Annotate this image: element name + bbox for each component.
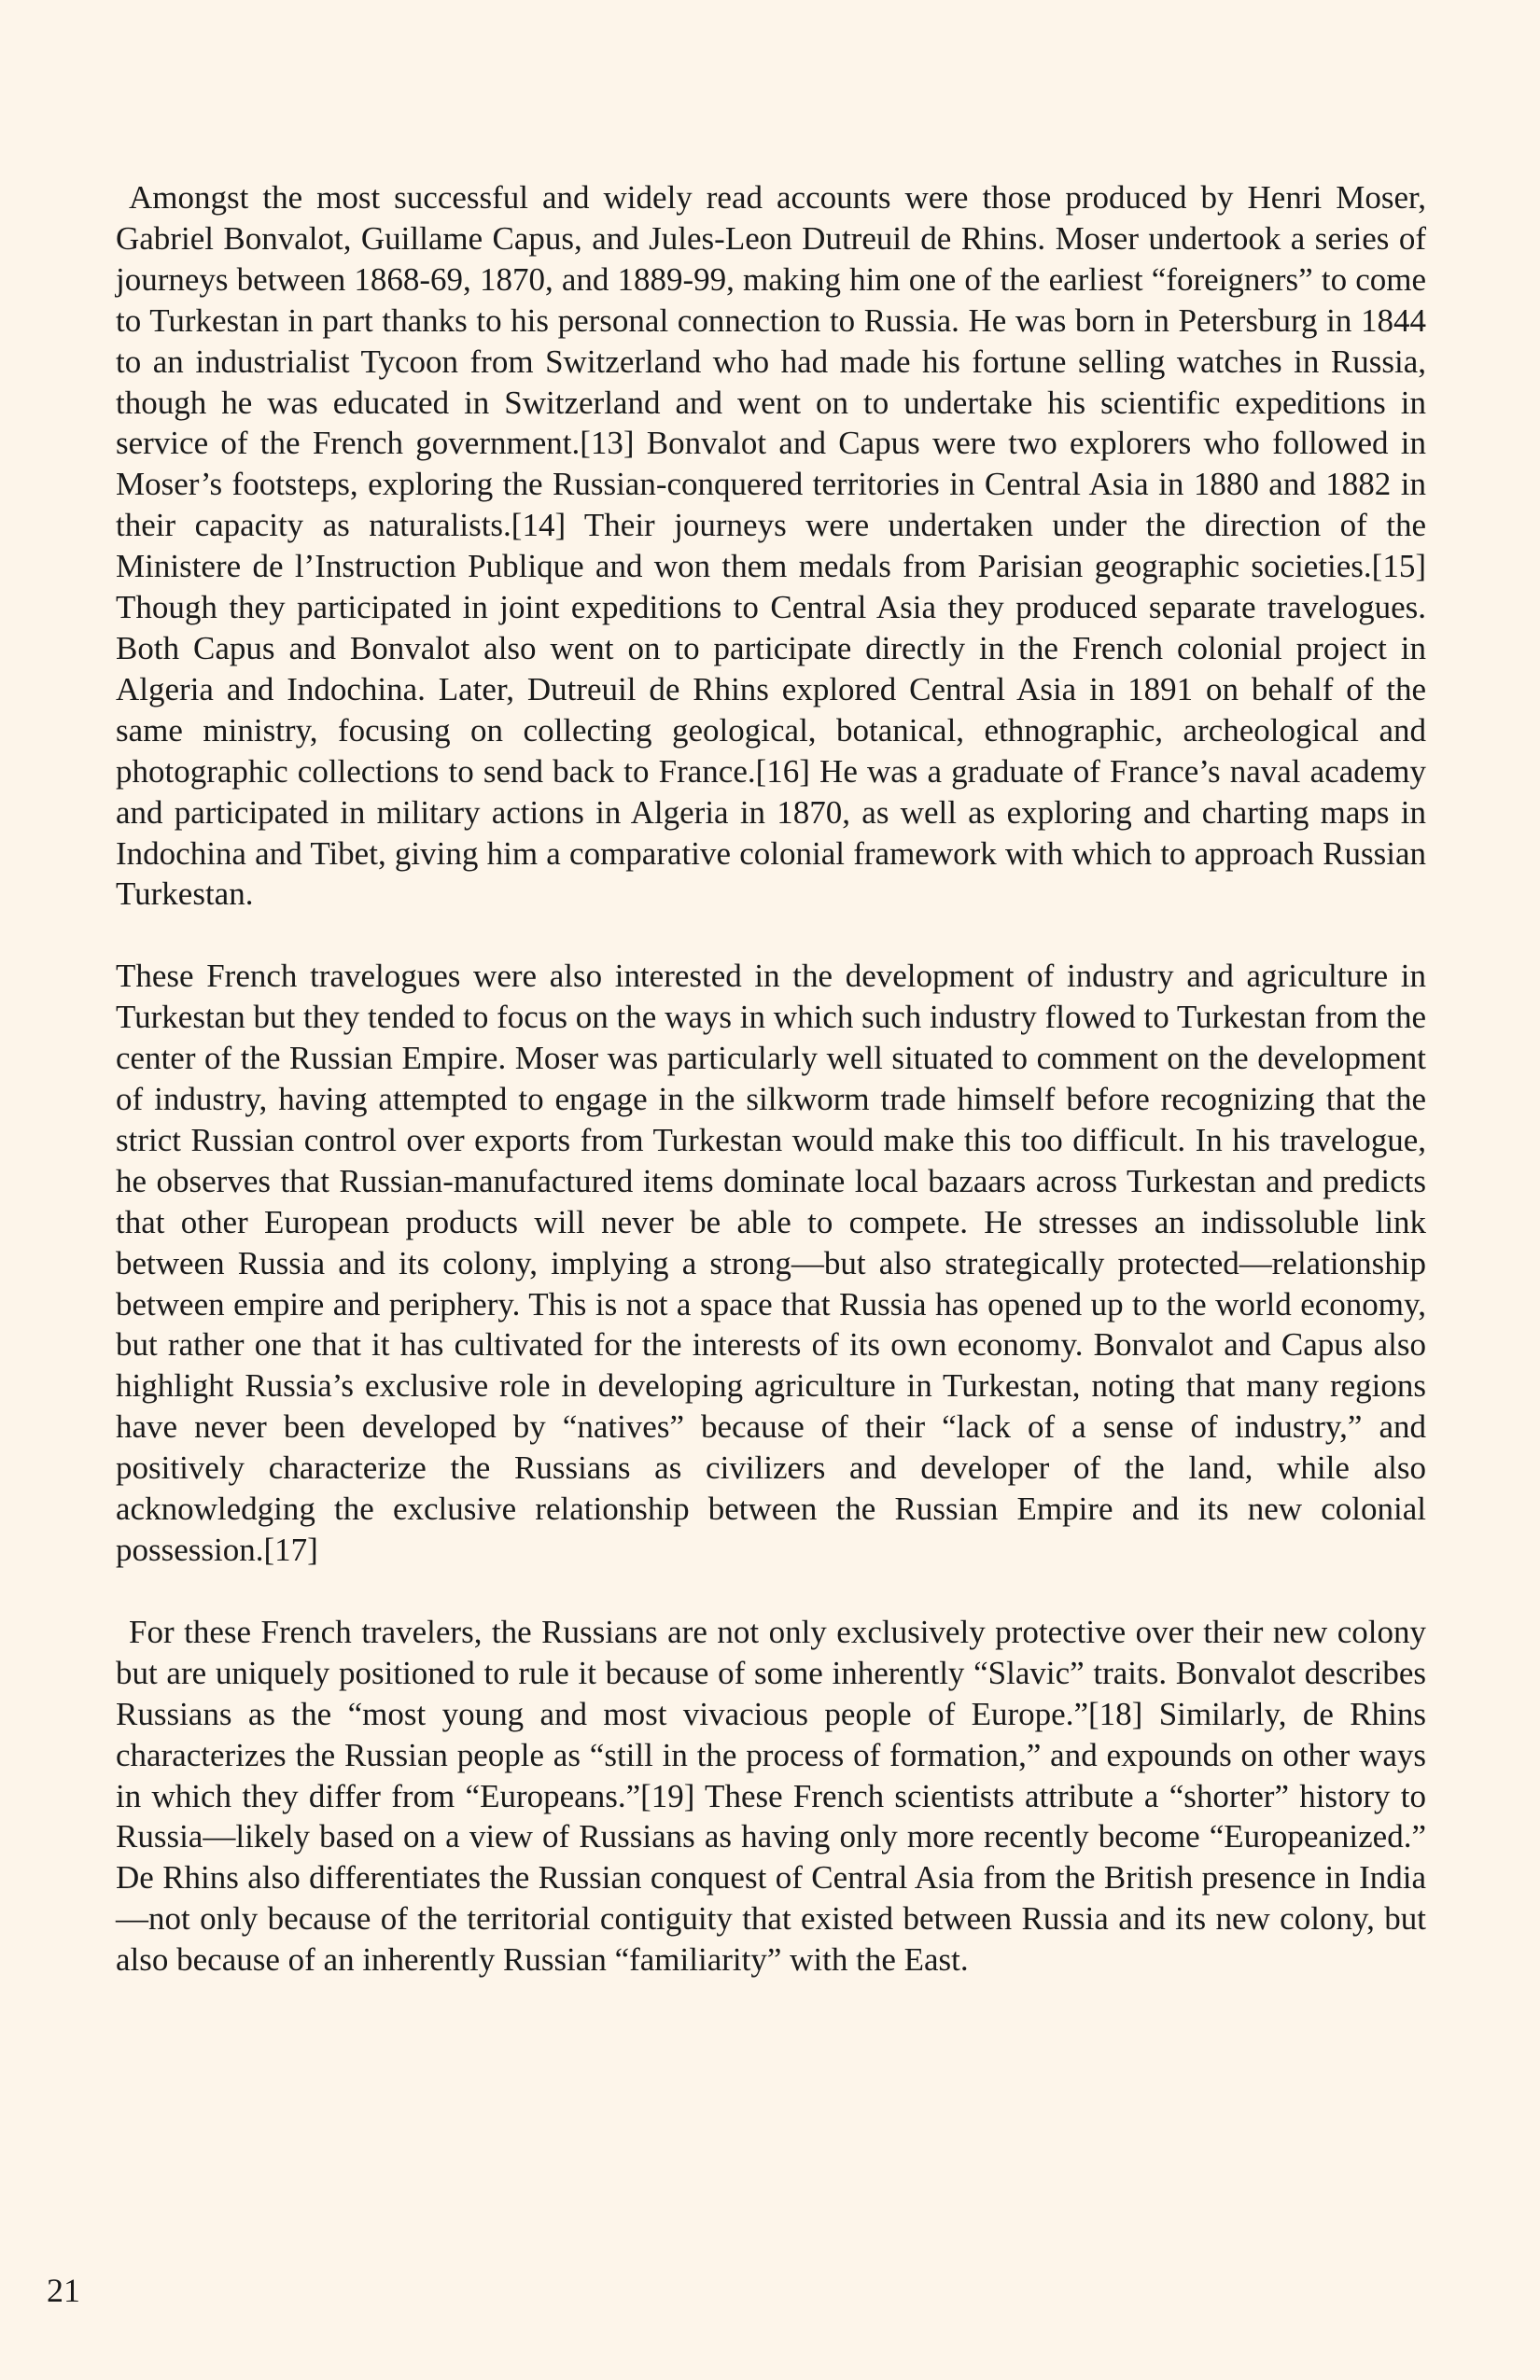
- paragraph-3: For these French travelers, the Russians are not only exclusively protective over their new colony but are uniquely positioned to rule it because of some inherently “Slavic” traits. Bonvalot describes Russians as the “most young and most vivacious people of Europe.”[18] Similarly, de Rhins characterizes the Russian people as “still in the process of formation,” and expounds on other ways in which they differ from “Europeans.”[19] These French scientists attribute a “shorter” history to Russia—likely based on a view of Russians as having only more recently become “Europeanized.” De Rhins also differentiates the Russian conquest of Central Asia from the British presence in India—not only because of the territorial contiguity that existed between Russia and its new colony, but also because of an inherently Russian “familiarity” with the East.: [116, 1613, 1426, 1979]
- paragraph-2: These French travelogues were also interested in the development of industry and agriculture in Turkestan but they tended to focus on the ways in which such industry flowed to Turkestan from the center of the Russian Empire. Moser was particularly well situated to comment on the development of industry, having attempted to engage in the silkworm trade himself before recognizing that the strict Russian control over exports from Turkestan would make this too difficult. In his travelogue, he observes that Russian-manufactured items dominate local bazaars across Turkestan and predicts that other European products will never be able to compete. He stresses an indissoluble link between Russia and its colony, implying a strong—but also strategically protected—relationship between empire and periphery. This is not a space that Russia has opened up to the world economy, but rather one that it has cultivated for the interests of its own economy. Bonvalot and Capus also highlight Russia’s exclusive role in developing agriculture in Turkestan, noting that many regions have never been developed by “natives” because of their “lack of a sense of industry,” and positively characterize the Russians as civilizers and developer of the land, while also acknowledging the exclusive relationship between the Russian Empire and its new colonial possession.[17]: [116, 958, 1426, 1568]
- body-text: [116, 177, 1426, 2022]
- paragraph-1: Amongst the most successful and widely read accounts were those produced by Henri Moser, Gabriel Bonvalot, Guillame Capus, and Jules-Leon Dutreuil de Rhins. Moser undertook a series of journeys between 1868-69, 1870, and 1889-99, making him one of the earliest “foreigners” to come to Turkestan in part thanks to his personal connection to Russia. He was born in Petersburg in 1844 to an industrialist Tycoon from Switzerland who had made his fortune selling watches in Russia, though he was educated in Switzerland and went on to undertake his scientific expeditions in service of the French government.[13] Bonvalot and Capus were two explorers who followed in Moser’s footsteps, exploring the Russian-conquered territories in Central Asia in 1880 and 1882 in their capacity as naturalists.[14] Their journeys were undertaken under the direction of the Ministere de l’Instruction Publique and won them medals from Parisian geographic societies.[15] Though they participated in joint expeditions to Central Asia they produced separate travelogues. Both Capus and Bonvalot also went on to participate directly in the French colonial project in Algeria and Indochina. Later, Dutreuil de Rhins explored Central Asia in 1891 on behalf of the same ministry, focusing on collecting geological, botanical, ethnographic, archeological and photographic collections to send back to France.[16] He was a graduate of France’s naval academy and participated in military actions in Algeria in 1870, as well as exploring and charting maps in Indochina and Tibet, giving him a comparative colonial framework with which to approach Russian Turkestan.: [116, 179, 1426, 913]
- page-number: 21: [47, 2272, 80, 2309]
